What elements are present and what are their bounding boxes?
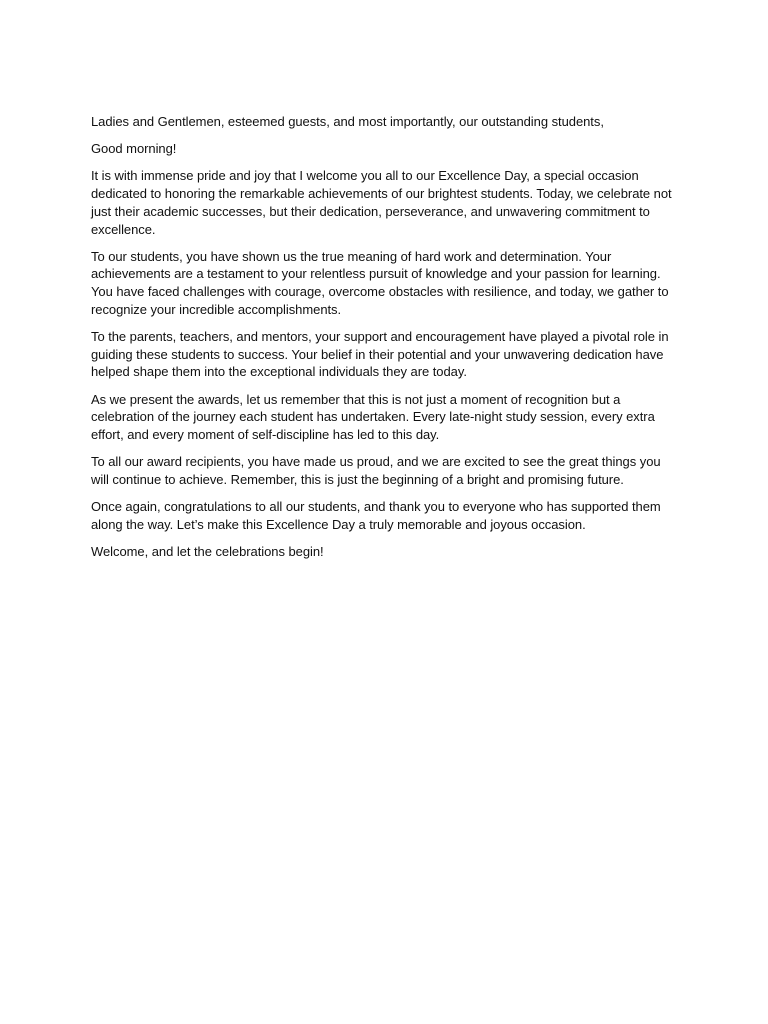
welcome-paragraph: It is with immense pride and joy that I welcome you all to our Excellence Day, a special occasion dedicated to honoring the remarkable achievements of our brightest students. Today, we celebrate not just their academic successes, but their dedication, perseverance, and unwavering commitment to excellence. — [91, 168, 672, 237]
congratulations-paragraph: Once again, congratulations to all our students, and thank you to everyone who has supported them along the way. Let’s make this Excellence Day a truly memorable and joyous occasion. — [91, 499, 661, 532]
salutation-paragraph: Ladies and Gentlemen, esteemed guests, and most importantly, our outstanding students, — [91, 114, 604, 129]
students-paragraph: To our students, you have shown us the true meaning of hard work and determination. Your achievements are a testament to your relentless pursuit of knowledge and your passion for learning. You have faced challenges with courage, overcome obstacles with resilience, and today, we gather to recognize your incredible accomplishments. — [91, 248, 669, 317]
recipients-paragraph: To all our award recipients, you have made us proud, and we are excited to see the great things you will continue to achieve. Remember, this is just the beginning of a bright and promising future. — [91, 454, 661, 487]
closing-paragraph: Welcome, and let the celebrations begin! — [91, 544, 324, 560]
parents-teachers-paragraph: To the parents, teachers, and mentors, your support and encouragement have played a pivotal role in guiding these students to success. Your belief in their potential and your unwavering dedication have helped shape them into the exceptional individuals they are today. — [91, 329, 669, 380]
greeting-paragraph: Good morning! — [91, 141, 177, 157]
document-page — [91, 113, 679, 570]
awards-paragraph: As we present the awards, let us remember that this is not just a moment of recognition but a celebration of the journey each student has undertaken. Every late-night study session, every extra effort, and every moment of self-discipline has led to this day. — [91, 391, 655, 443]
